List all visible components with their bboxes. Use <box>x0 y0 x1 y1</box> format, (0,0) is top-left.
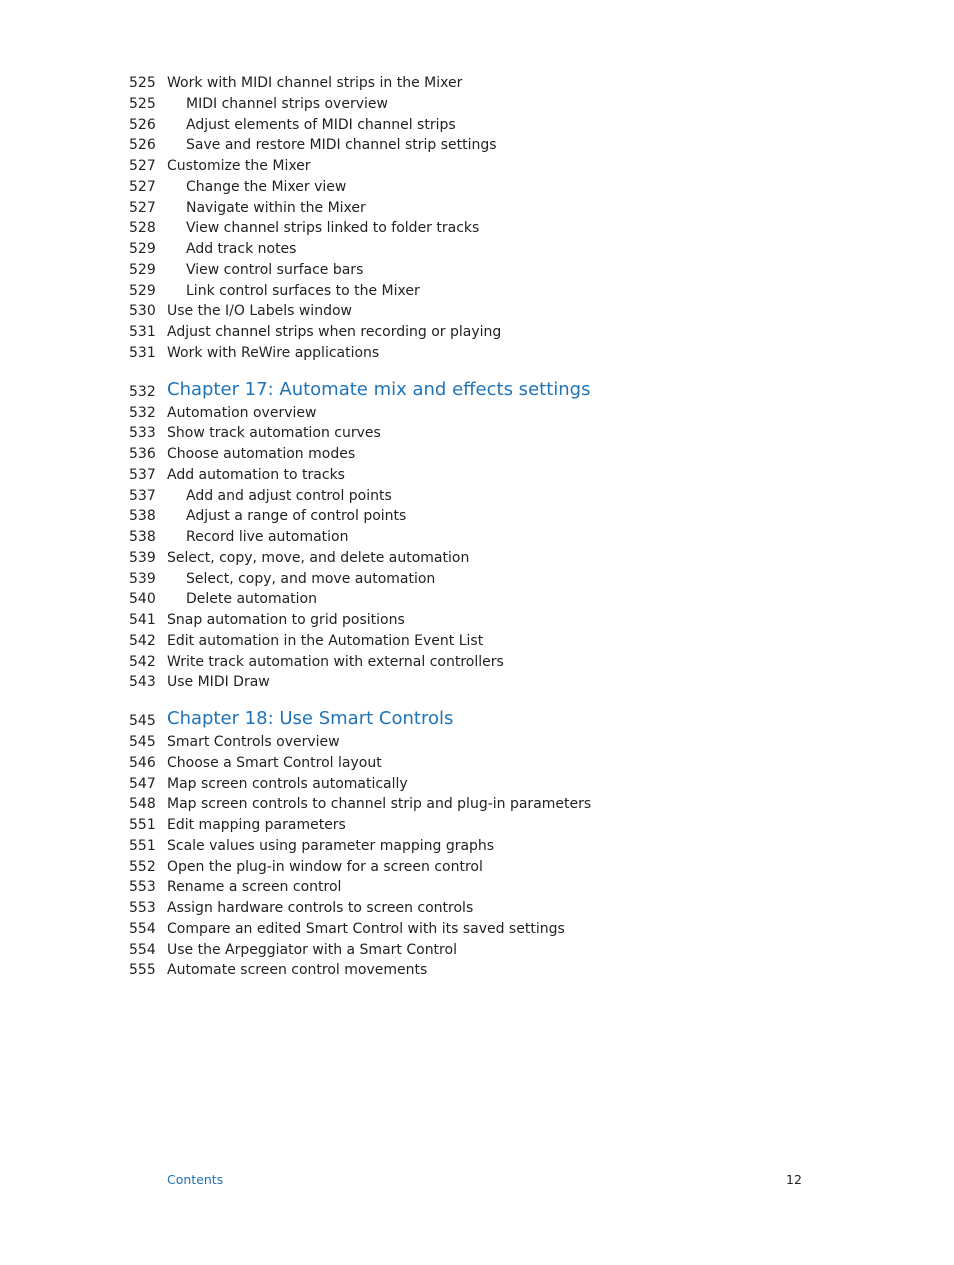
toc-entry-title: Select, copy, move, and delete automation <box>167 549 470 566</box>
toc-entry[interactable] <box>129 898 829 919</box>
toc-entry[interactable] <box>129 794 829 815</box>
toc-entry-title: Snap automation to grid positions <box>167 612 405 628</box>
toc-entry-page-number: 542 <box>129 632 156 649</box>
toc-entry-title: Delete automation <box>186 591 317 608</box>
toc-entry-page-number: 526 <box>129 116 156 133</box>
toc-entry-title: Add automation to tracks <box>167 466 345 483</box>
toc-entry-title: Assign hardware controls to screen controls <box>167 900 474 916</box>
toc-entry[interactable] <box>129 486 829 507</box>
toc-entry-page-number: 525 <box>129 95 156 112</box>
toc-entry[interactable] <box>129 135 829 156</box>
toc-entry-title: Navigate within the Mixer <box>186 199 366 216</box>
toc-entry-title: Write track automation with external controllers <box>167 653 504 670</box>
toc-entry-page-number: 545 <box>129 734 156 750</box>
toc-entry-title: Link control surfaces to the Mixer <box>186 282 420 299</box>
toc-chapter-section <box>129 706 829 981</box>
toc-entry-title: Select, copy, and move automation <box>186 570 436 587</box>
toc-entry-title: Add track notes <box>186 241 297 257</box>
toc-entry-title: Show track automation curves <box>167 425 381 442</box>
toc-entry-page-number: 538 <box>129 529 156 545</box>
toc-entry-page-number: 536 <box>129 446 156 462</box>
toc-entry-page-number: 554 <box>129 941 156 958</box>
toc-entry-page-number: 543 <box>129 674 156 691</box>
toc-entry-title: Adjust a range of control points <box>186 508 407 525</box>
toc-entry[interactable] <box>129 260 829 281</box>
chapter-title: Chapter 18: Use Smart Controls <box>167 708 454 729</box>
toc-entry-page-number: 542 <box>129 653 156 670</box>
toc-entry[interactable] <box>129 444 829 465</box>
chapter-heading[interactable] <box>129 706 829 732</box>
toc-entry[interactable] <box>129 94 829 115</box>
toc-entry-title: View control surface bars <box>186 261 364 278</box>
toc-entry-title: Save and restore MIDI channel strip settings <box>186 137 497 154</box>
toc-entry-page-number: 551 <box>129 817 156 833</box>
toc-entry-page-number: 525 <box>129 75 156 91</box>
toc-entry-title: View channel strips linked to folder tracks <box>186 220 480 237</box>
toc-entry-page-number: 531 <box>129 324 156 340</box>
toc-entry[interactable] <box>129 218 829 239</box>
toc-entry[interactable] <box>129 403 829 424</box>
toc-entry-title: Choose automation modes <box>167 446 356 462</box>
chapter-title: Chapter 17: Automate mix and effects settings <box>167 378 591 400</box>
toc-entry[interactable] <box>129 527 829 548</box>
toc-entry-title: Automation overview <box>167 404 317 421</box>
toc-entry-page-number: 527 <box>129 158 156 174</box>
toc-entry-page-number: 526 <box>129 137 156 154</box>
toc-entry[interactable] <box>129 753 829 774</box>
toc-entry-page-number: 552 <box>129 858 156 875</box>
toc-entry-title: Automate screen control movements <box>167 962 428 979</box>
chapter-page-number: 532 <box>129 383 156 400</box>
toc-entry[interactable] <box>129 589 829 610</box>
toc-entry-title: MIDI channel strips overview <box>186 95 388 112</box>
toc-entry-title: Edit automation in the Automation Event List <box>167 632 484 649</box>
toc-entry[interactable] <box>129 239 829 260</box>
toc-entry-title: Open the plug-in window for a screen control <box>167 858 483 875</box>
toc-entry-page-number: 529 <box>129 261 156 278</box>
toc-entry-title: Work with MIDI channel strips in the Mixer <box>167 75 463 91</box>
toc-entry-page-number: 537 <box>129 466 156 483</box>
toc-entry-title: Use the I/O Labels window <box>167 303 352 320</box>
toc-entry[interactable] <box>129 732 829 753</box>
toc-entry[interactable] <box>129 506 829 527</box>
toc-entry[interactable] <box>129 836 829 857</box>
toc-entry-page-number: 538 <box>129 508 156 525</box>
table-of-contents <box>129 73 829 981</box>
toc-entry-page-number: 547 <box>129 775 156 792</box>
toc-entry-page-number: 540 <box>129 591 156 608</box>
toc-entry-page-number: 527 <box>129 178 156 195</box>
toc-entry-page-number: 529 <box>129 282 156 299</box>
toc-entry[interactable] <box>129 281 829 302</box>
toc-entry-page-number: 539 <box>129 570 156 587</box>
toc-entry[interactable] <box>129 960 829 981</box>
toc-entry-page-number: 531 <box>129 344 156 361</box>
toc-entry[interactable] <box>129 877 829 898</box>
toc-entry-title: Customize the Mixer <box>167 158 311 174</box>
toc-entry-page-number: 537 <box>129 487 156 504</box>
toc-entry-title: Map screen controls to channel strip and plug-in parameters <box>167 796 592 813</box>
toc-entry-title: Change the Mixer view <box>186 178 347 195</box>
chapter-page-number: 545 <box>129 713 156 729</box>
toc-entry[interactable] <box>129 156 829 177</box>
toc-entry-page-number: 555 <box>129 962 156 979</box>
toc-entry-page-number: 527 <box>129 199 156 216</box>
toc-entry[interactable] <box>129 569 829 590</box>
toc-entry-page-number: 553 <box>129 879 156 896</box>
toc-entry[interactable] <box>129 857 829 878</box>
toc-entry-page-number: 546 <box>129 754 156 771</box>
footer-page-number: 12 <box>786 1172 802 1187</box>
toc-entry-title: Map screen controls automatically <box>167 775 408 792</box>
toc-entry-title: Rename a screen control <box>167 879 342 896</box>
toc-entry[interactable] <box>129 940 829 961</box>
toc-entry[interactable] <box>129 198 829 219</box>
toc-entry[interactable] <box>129 610 829 631</box>
toc-entry-title: Scale values using parameter mapping graphs <box>167 837 495 854</box>
toc-entry-title: Work with ReWire applications <box>167 344 380 361</box>
toc-entry-title: Smart Controls overview <box>167 734 340 750</box>
toc-entry-page-number: 532 <box>129 404 156 421</box>
toc-entry[interactable] <box>129 301 829 322</box>
toc-entry-title: Use MIDI Draw <box>167 674 270 691</box>
toc-entry[interactable] <box>129 652 829 673</box>
toc-entry[interactable] <box>129 322 829 343</box>
toc-entry-page-number: 548 <box>129 796 156 813</box>
toc-entry[interactable] <box>129 115 829 136</box>
toc-entry-title: Compare an edited Smart Control with its saved settings <box>167 920 565 937</box>
toc-entry[interactable] <box>129 548 829 569</box>
toc-entry[interactable] <box>129 465 829 486</box>
toc-entry-title: Edit mapping parameters <box>167 817 346 833</box>
toc-entry[interactable] <box>129 919 829 940</box>
toc-entry-title: Adjust channel strips when recording or playing <box>167 324 502 340</box>
toc-entry-page-number: 541 <box>129 612 156 628</box>
toc-entry-title: Record live automation <box>186 529 349 545</box>
chapter-heading[interactable] <box>129 377 829 403</box>
toc-entry-page-number: 529 <box>129 241 156 257</box>
footer-section-link[interactable]: Contents <box>167 1172 224 1187</box>
toc-entry-page-number: 528 <box>129 220 156 237</box>
toc-entry-title: Use the Arpeggiator with a Smart Control <box>167 941 457 958</box>
toc-entry[interactable] <box>129 343 829 364</box>
toc-entry-page-number: 553 <box>129 900 156 916</box>
toc-entry-title: Adjust elements of MIDI channel strips <box>186 116 456 133</box>
toc-entry[interactable] <box>129 815 829 836</box>
toc-section-continued <box>129 73 829 364</box>
toc-entry[interactable] <box>129 177 829 198</box>
toc-entry-title: Add and adjust control points <box>186 487 392 504</box>
toc-entry[interactable] <box>129 631 829 652</box>
toc-entry-page-number: 551 <box>129 837 156 854</box>
toc-chapter-section <box>129 377 829 694</box>
toc-entry[interactable] <box>129 423 829 444</box>
toc-entry-page-number: 539 <box>129 549 156 566</box>
toc-entry-page-number: 533 <box>129 425 156 442</box>
toc-entry[interactable] <box>129 672 829 693</box>
toc-entry-page-number: 530 <box>129 303 156 320</box>
toc-entry-title: Choose a Smart Control layout <box>167 754 382 771</box>
toc-entry-page-number: 554 <box>129 920 156 937</box>
toc-entry[interactable] <box>129 774 829 795</box>
toc-entry[interactable] <box>129 73 829 94</box>
